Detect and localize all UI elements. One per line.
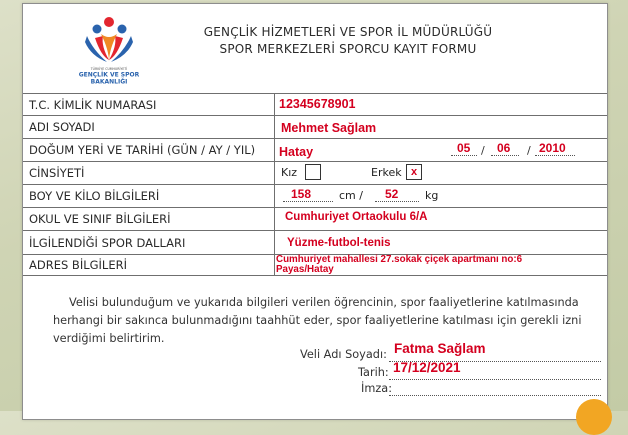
birth-label: DOĞUM YERİ VE TARİHİ (GÜN / AY / YIL): [29, 143, 256, 157]
address-line-2[interactable]: Payas/Hatay: [276, 264, 334, 275]
tc-value[interactable]: 12345678901: [279, 97, 356, 111]
form-title-line-2: SPOR MERKEZLERİ SPORCU KAYIT FORMU: [219, 42, 477, 56]
height-unit: cm /: [339, 189, 363, 202]
guardian-value[interactable]: Fatma Sağlam: [394, 341, 486, 356]
guardian-label: Veli Adı Soyadı:: [300, 348, 387, 361]
address-label: ADRES BİLGİLERİ: [29, 258, 127, 272]
row-birth: [23, 138, 607, 161]
birth-year-value[interactable]: 2010: [539, 141, 566, 155]
ministry-logo: [71, 10, 153, 88]
gender-male-checkbox[interactable]: x: [406, 164, 422, 180]
gender-label: CİNSİYETİ: [29, 166, 85, 180]
date-label: Tarih:: [358, 366, 389, 379]
registration-form: [22, 3, 608, 420]
birth-day-value[interactable]: 05: [457, 141, 471, 155]
name-value[interactable]: Mehmet Sağlam: [281, 121, 377, 135]
name-label: ADI SOYADI: [29, 120, 95, 134]
gender-male-label: Erkek: [371, 166, 402, 179]
height-value[interactable]: 158: [291, 187, 312, 201]
sport-value[interactable]: Yüzme-futbol-tenis: [287, 237, 391, 249]
decorative-circle: [576, 399, 612, 435]
date-value[interactable]: 17/12/2021: [393, 360, 461, 375]
logo-top-text: TÜRKİYE CUMHURİYETİ: [90, 67, 128, 71]
form-title-line-1: GENÇLİK HİZMETLERİ VE SPOR İL MÜDÜRLÜĞÜ: [203, 25, 493, 39]
row-tc: [23, 93, 607, 116]
gender-female-label: Kız: [281, 166, 298, 179]
gender-female-checkbox[interactable]: [305, 164, 321, 180]
birth-place-value[interactable]: Hatay: [279, 145, 314, 159]
row-gender: [23, 161, 607, 184]
logo-text-1: GENÇLİK VE SPOR: [78, 71, 140, 79]
row-sport: [23, 230, 607, 254]
weight-unit: kg: [425, 189, 439, 202]
consent-paragraph: Velisi bulunduğum ve yukarıda bilgileri verilen öğrencinin, spor faaliyetlerine katılmasında herhangi bir sakınca bulunmadığını taahhüt eder, spor faaliyetlerine katılması için gerekli izni verdiğimi belirtirim.: [53, 296, 582, 345]
row-name: [23, 115, 607, 138]
row-address: [23, 254, 607, 276]
body-label: BOY VE KİLO BİLGİLERİ: [29, 189, 160, 203]
date-sep-2: /: [527, 144, 531, 157]
row-school: [23, 207, 607, 230]
school-label: OKUL VE SINIF BİLGİLERİ: [29, 212, 171, 226]
birth-month-value[interactable]: 06: [497, 141, 511, 155]
sport-label: İLGİLENDİĞİ SPOR DALLARI: [29, 236, 186, 250]
sign-label: İmza:: [361, 382, 392, 395]
logo-text-2: BAKANLIĞI: [90, 78, 128, 86]
tc-label: T.C. KİMLİK NUMARASI: [29, 98, 157, 112]
row-body: [23, 184, 607, 207]
date-sep-1: /: [481, 144, 485, 157]
school-value[interactable]: Cumhuriyet Ortaokulu 6/A: [285, 211, 428, 223]
address-line-1[interactable]: Cumhuriyet mahallesi 27.sokak çiçek apartmanı no:6: [276, 254, 523, 265]
weight-value[interactable]: 52: [385, 187, 399, 201]
